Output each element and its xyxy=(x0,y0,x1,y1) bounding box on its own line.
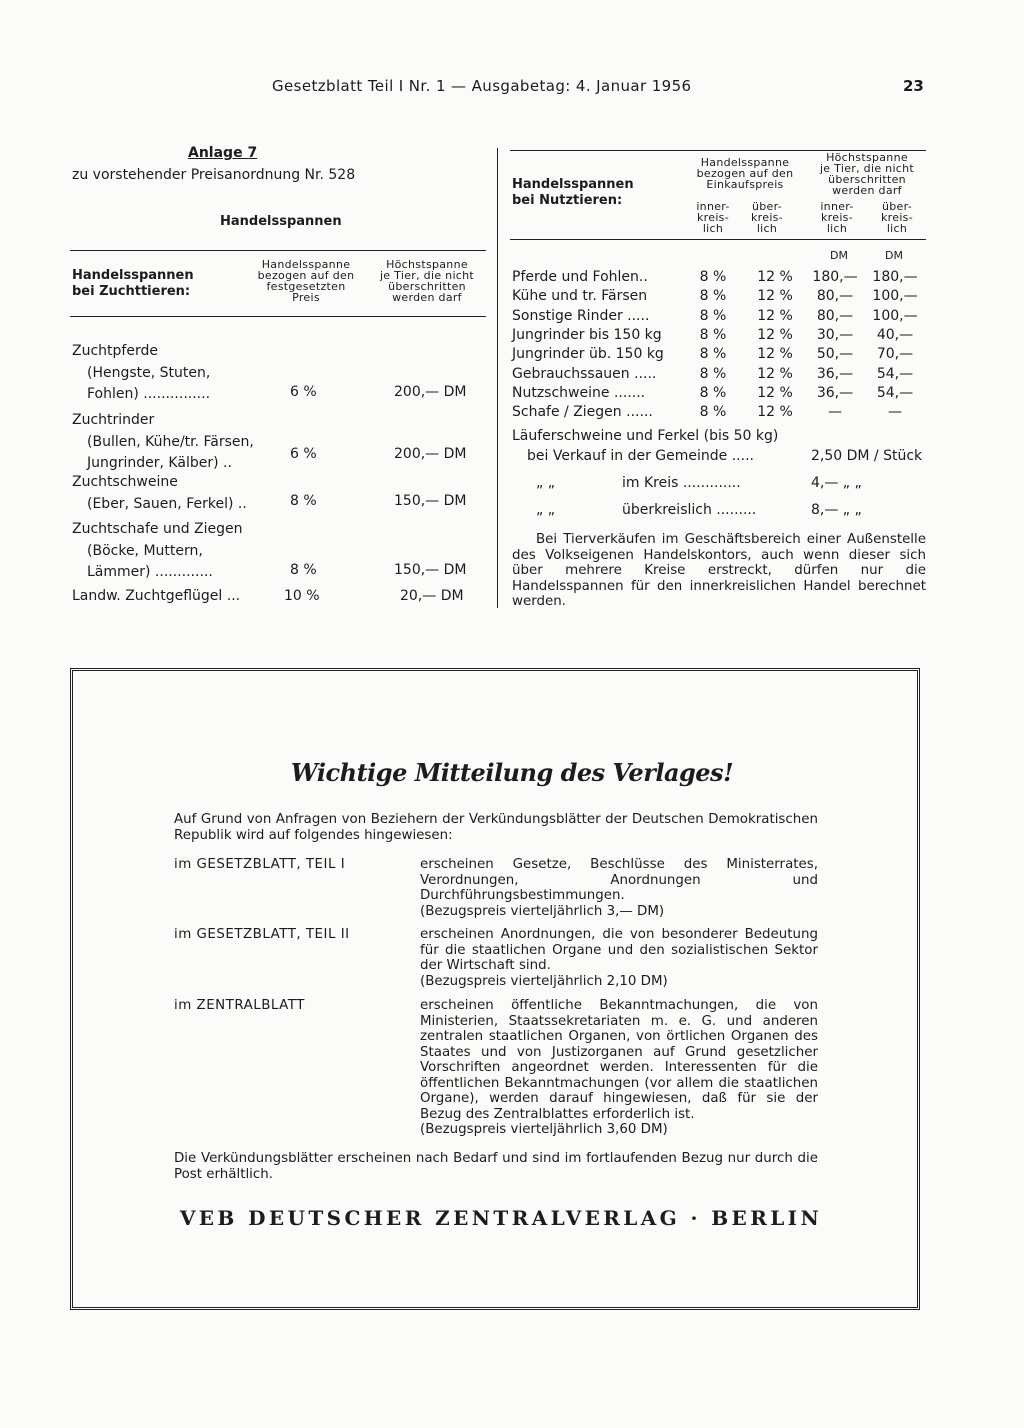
table-cell: 100,— xyxy=(872,307,918,324)
table-cell: 12 % xyxy=(757,307,793,324)
table-cell: 8 % xyxy=(699,404,727,421)
column-divider xyxy=(497,148,498,608)
table-cell: 70,— xyxy=(876,346,914,363)
left-col-head-margin: Handelsspanne bezogen auf den festgesetzten Preis xyxy=(257,258,355,304)
table-cell: 12 % xyxy=(757,384,793,401)
currency-label: DM xyxy=(830,249,848,262)
lauf-ditto: „ „ xyxy=(536,502,555,518)
table-cell: 10 % xyxy=(284,588,320,604)
table-cell: 8 % xyxy=(699,269,727,285)
table-cell: 150,— DM xyxy=(394,562,467,578)
table-cell: 80,— xyxy=(816,307,854,324)
table-cell: 180,— xyxy=(872,269,918,285)
table-cell: 20,— DM xyxy=(400,588,464,604)
list-item: Zuchtrinder (Bullen, Kühe/tr. Färsen, Jungrinder, Kälber) .. xyxy=(72,412,254,471)
notice-text-gbl-2: erscheinen Anordnungen, die von besonderer Bedeutung für die staatlichen Organe und den sozialistischen Sektor der Wirtschaft sind. (Bezugspreis vierteljährlich 2,10 DM) xyxy=(420,927,818,989)
table-cell: 8 % xyxy=(699,384,727,401)
lauf-line-2: bei Verkauf in der Gemeinde ..... xyxy=(527,448,754,464)
currency-label: DM xyxy=(885,249,903,262)
left-col-head-label: Handelsspannen bei Zuchttieren: xyxy=(72,268,194,299)
notice-intro: Auf Grund von Anfragen von Beziehern der Verkündungsblätter der Deutschen Demokratischen Republik wird auf folgendes hingewiesen: xyxy=(174,812,818,843)
table-cell: 12 % xyxy=(757,346,793,363)
notice-label-gbl-2: im GESETZBLATT, TEIL II xyxy=(174,927,350,942)
table-cell: 150,— DM xyxy=(394,493,467,509)
table-cell: 54,— xyxy=(876,384,914,401)
table-cell: 12 % xyxy=(757,269,793,285)
lauf-val-2: 2,50 DM / Stück xyxy=(811,448,923,464)
notice-label-gbl-1: im GESETZBLATT, TEIL I xyxy=(174,857,346,872)
list-item: Landw. Zuchtgeflügel ... xyxy=(72,588,241,604)
sub-head-outer-max: über- kreis- lich xyxy=(881,200,913,235)
table-cell: 50,— xyxy=(816,346,854,363)
table-row-label: Jungrinder üb. 150 kg xyxy=(512,346,664,363)
table-cell: 8 % xyxy=(290,493,317,509)
table-cell: 36,— xyxy=(816,384,854,401)
page-header: Gesetzblatt Teil I Nr. 1 — Ausgabetag: 4. Januar 1956 xyxy=(272,77,692,95)
sub-head-outer: über- kreis- lich xyxy=(751,200,783,235)
table-row-label: Gebrauchssauen ..... xyxy=(512,365,657,382)
table-header-rule xyxy=(70,316,486,317)
table-cell: 8 % xyxy=(290,562,317,578)
table-cell: 200,— DM xyxy=(394,384,467,400)
right-col-head-max: Höchstspanne je Tier, die nicht überschritten werden darf xyxy=(819,151,915,197)
table-row-label: Sonstige Rinder ..... xyxy=(512,307,650,324)
table-row-label: Jungrinder bis 150 kg xyxy=(512,326,662,343)
publisher-name: VEB DEUTSCHER ZENTRALVERLAG · BERLIN xyxy=(179,1206,823,1230)
table-top-rule xyxy=(70,250,486,251)
lauf-line-4: überkreislich ......... xyxy=(622,502,757,518)
table-cell: 6 % xyxy=(290,446,317,462)
page-number: 23 xyxy=(903,77,924,95)
left-col-head-max: Höchstspanne je Tier, die nicht überschritten werden darf xyxy=(379,258,475,304)
table-row-label: Kühe und tr. Färsen xyxy=(512,288,648,305)
notice-outro: Die Verkündungsblätter erscheinen nach Bedarf und sind im fortlaufenden Bezug nur durch die Post erhältlich. xyxy=(174,1151,818,1182)
table-cell: 100,— xyxy=(872,288,918,305)
right-col-head-label: Handelsspannen bei Nutztieren: xyxy=(512,177,634,208)
notice-text-zentralblatt: erscheinen öffentliche Bekanntmachungen, die von Ministerien, Staatssekretariaten m. e. G. und anderen zentralen staatlichen Organen, von örtlichen Organen des Staates und von Justizorganen auf Grund gesetzlicher Vorschriften angeordnet werden. Interessenten für die öffentlichen Bekanntmachungen (vor allem die staatlichen Organe), werden darauf hingewiesen, daß für sie der Bezug des Zentralblattes erforderlich ist. (Bezugspreis vierteljährlich 3,60 DM) xyxy=(420,998,818,1137)
right-table-header-rule xyxy=(510,239,926,240)
sub-head-inner: inner- kreis- lich xyxy=(696,200,730,235)
table-row-label: Nutzschweine ....... xyxy=(512,384,646,401)
table-cell: 8 % xyxy=(699,326,727,343)
notice-label-zentralblatt: im ZENTRALBLATT xyxy=(174,998,305,1013)
table-cell: 36,— xyxy=(816,365,854,382)
table-cell: — xyxy=(888,404,902,421)
table-row-label: Schafe / Ziegen ...... xyxy=(512,404,653,421)
table-cell: 6 % xyxy=(290,384,317,400)
list-item: Zuchtpferde (Hengste, Stuten, Fohlen) ............... xyxy=(72,343,211,402)
table-cell: 8 % xyxy=(699,346,727,363)
list-item: Zuchtschweine (Eber, Sauen, Ferkel) .. xyxy=(72,474,247,512)
anlage-heading: Anlage 7 xyxy=(188,145,258,161)
table-cell: 54,— xyxy=(876,365,914,382)
anlage-subtitle: zu vorstehender Preisanordnung Nr. 528 xyxy=(72,167,356,183)
table-cell: 12 % xyxy=(757,288,793,305)
table-cell: 12 % xyxy=(757,326,793,343)
right-col-head-margin: Handelsspanne bezogen auf den Einkaufspreis xyxy=(696,156,794,191)
table-cell: 12 % xyxy=(757,365,793,382)
notice-title: Wichtige Mitteilung des Verlages! xyxy=(290,758,734,787)
table-cell: 30,— xyxy=(816,326,854,343)
table-cell: — xyxy=(828,404,842,421)
table-cell: 40,— xyxy=(876,326,914,343)
table-cell: 8 % xyxy=(699,288,727,305)
table-cell: 8 % xyxy=(699,307,727,324)
lauf-val-3: 4,— „ „ xyxy=(811,475,862,491)
table-cell: 8 % xyxy=(699,365,727,382)
table-row-label: Pferde und Fohlen.. xyxy=(512,269,648,285)
lauf-line-3: im Kreis ............. xyxy=(622,475,741,491)
lauf-val-4: 8,— „ „ xyxy=(811,502,862,518)
notice-text-gbl-1: erscheinen Gesetze, Beschlüsse des Ministerrates, Verordnungen, Anordnungen und Durchführungsbestimmungen. (Bezugspreis vierteljährlich 3,— DM) xyxy=(420,857,818,919)
list-item: Zuchtschafe und Ziegen (Böcke, Muttern, Lämmer) ............. xyxy=(72,521,243,580)
table-cell: 180,— xyxy=(812,269,858,285)
sub-head-inner-max: inner- kreis- lich xyxy=(820,200,854,235)
right-note: Bei Tierverkäufen im Geschäftsbereich einer Außenstelle des Volkseigenen Handelskontors, auch wenn dieser sich über mehrere Kreise erstreckt, dürfen nur die Handelsspannen für den innerkreislichen Handel berechnet werden. xyxy=(512,532,926,609)
table-cell: 12 % xyxy=(757,404,793,421)
table-cell: 200,— DM xyxy=(394,446,467,462)
table-cell: 80,— xyxy=(816,288,854,305)
lauf-ditto: „ „ xyxy=(536,475,555,491)
section-title: Handelsspannen xyxy=(220,214,342,229)
lauf-line-1: Läuferschweine und Ferkel (bis 50 kg) xyxy=(512,428,779,444)
